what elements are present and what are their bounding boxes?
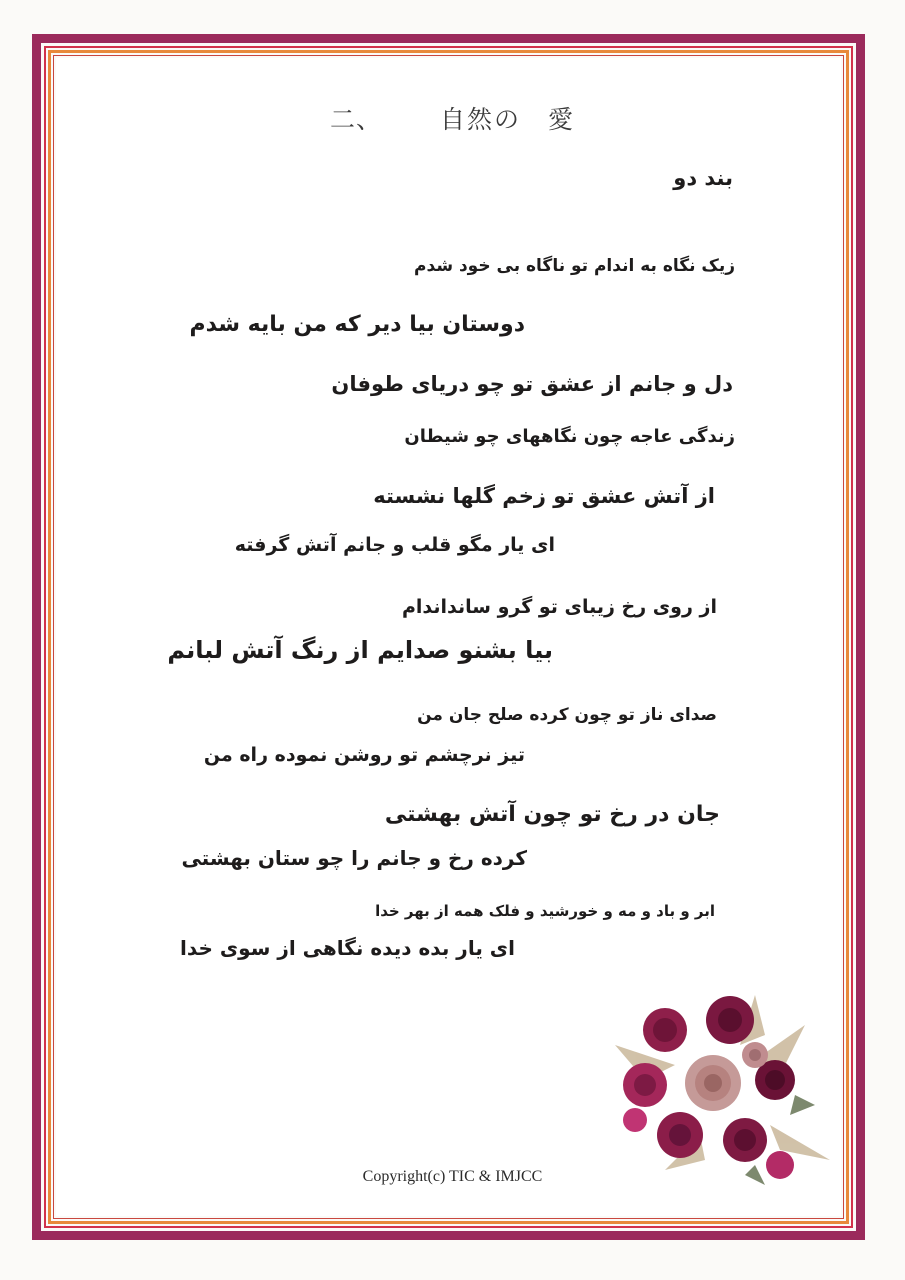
section-heading: بند دو — [673, 166, 733, 190]
poem-line: ابر و باد و مه و خورشید و فلک همه از بهر خدا — [375, 902, 715, 920]
poem-line: از روی رخ زیبای تو گرو سانداندام — [401, 596, 717, 618]
poem-line: بیا بشنو صدایم از رنگ آتش لبانم — [167, 636, 553, 664]
title-text: 自然の 愛 — [440, 105, 576, 134]
copyright-notice: Copyright(c) TIC & IMJCC — [362, 1168, 543, 1185]
poem-line: تیز نرچشم تو روشن نموده راه من — [203, 744, 525, 766]
poem-line: دوستان بیا دیر که من بایه شدم — [189, 312, 525, 337]
poem-line: زندگی عاجه چون نگاههای چو شیطان — [404, 426, 735, 447]
poem-line: کرده رخ و جانم را چو ستان بهشتی — [181, 846, 527, 870]
poem-line: از آتش عشق تو زخم گلها نشسته — [373, 484, 715, 508]
rose-bouquet-image — [605, 985, 835, 1195]
poem-line: دل و جانم از عشق تو چو دریای طوفان — [331, 372, 733, 396]
poem-line: زیک نگاه به اندام تو ناگاه بی خود شدم — [414, 256, 735, 276]
page-title — [0, 100, 905, 136]
poem-line: ای یار بده دیده نگاهی از سوی خدا — [180, 936, 515, 960]
poem-line: ای یار مگو قلب و جانم آتش گرفته — [234, 534, 555, 556]
poem-line: صدای ناز تو چون کرده صلح جان من — [417, 705, 717, 725]
poem-line: جان در رخ تو چون آتش بهشتی — [384, 802, 720, 827]
title-number: 二、 — [329, 105, 382, 134]
